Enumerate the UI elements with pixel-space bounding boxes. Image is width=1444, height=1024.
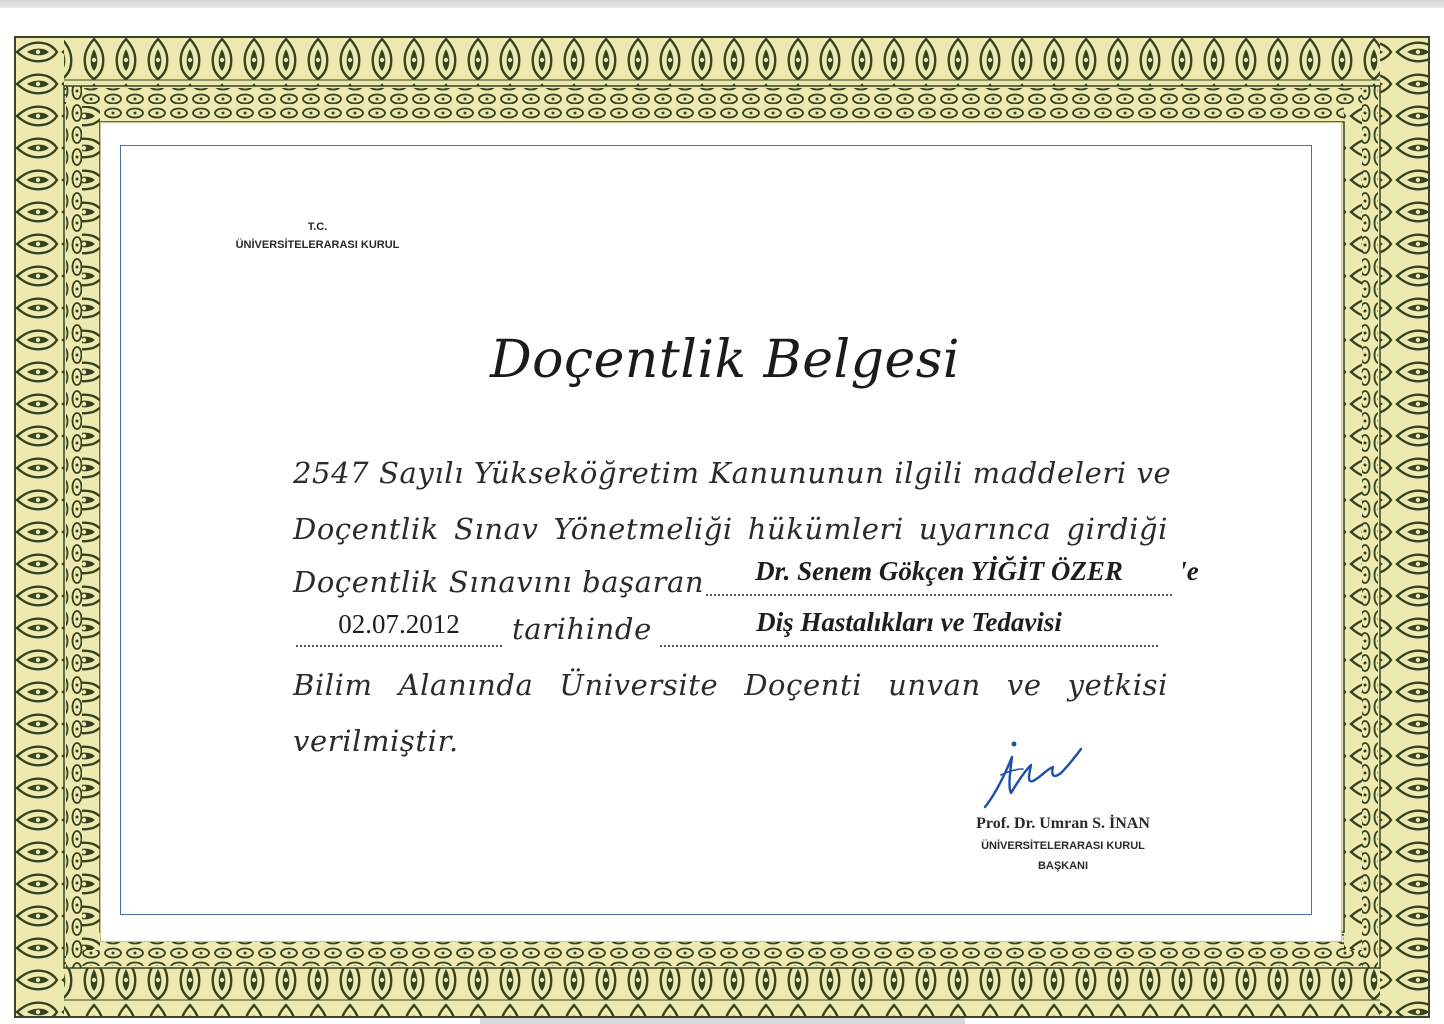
recipient-name: Dr. Senem Gökçen YİĞİT ÖZER (706, 556, 1172, 596)
body-line-1: 2547 Sayılı Yükseköğretim Kanununun ilgili maddeleri ve (293, 456, 1172, 490)
viewer-top-bar (0, 0, 1444, 8)
body-line-3-prefix: Doçentlik Sınavını başaran (293, 565, 705, 599)
issuer-country: T.C. (307, 221, 328, 233)
issuer-header (205, 218, 430, 254)
field-of-study: Diş Hastalıkları ve Tedavisi (660, 607, 1158, 647)
body-line-5: Bilim Alanında Üniversite Doçenti unvan ve yetkisi (293, 668, 1168, 702)
issuer-institution: ÜNİVERSİTELERARASI KURUL (235, 239, 400, 251)
body-line-6: verilmiştir. (293, 724, 459, 758)
award-date: 02.07.2012 (296, 609, 502, 647)
signatory-role: BAŞKANI (1037, 860, 1089, 872)
signatory-name: Prof. Dr. Umran S. İNAN (976, 815, 1150, 832)
body-line-2: Doçentlik Sınav Yönetmeliği hükümleri uyarınca girdiği (293, 512, 1168, 546)
document-title: Doçentlik Belgesi (489, 330, 961, 390)
signatory-org: ÜNİVERSİTELERARASI KURUL (981, 840, 1145, 852)
viewer-bottom-strip (480, 1018, 965, 1024)
recipient-suffix: 'e (1179, 556, 1199, 586)
signature-block (938, 812, 1188, 876)
date-connector: tarihinde (512, 612, 652, 646)
handwritten-signature (975, 735, 1085, 810)
